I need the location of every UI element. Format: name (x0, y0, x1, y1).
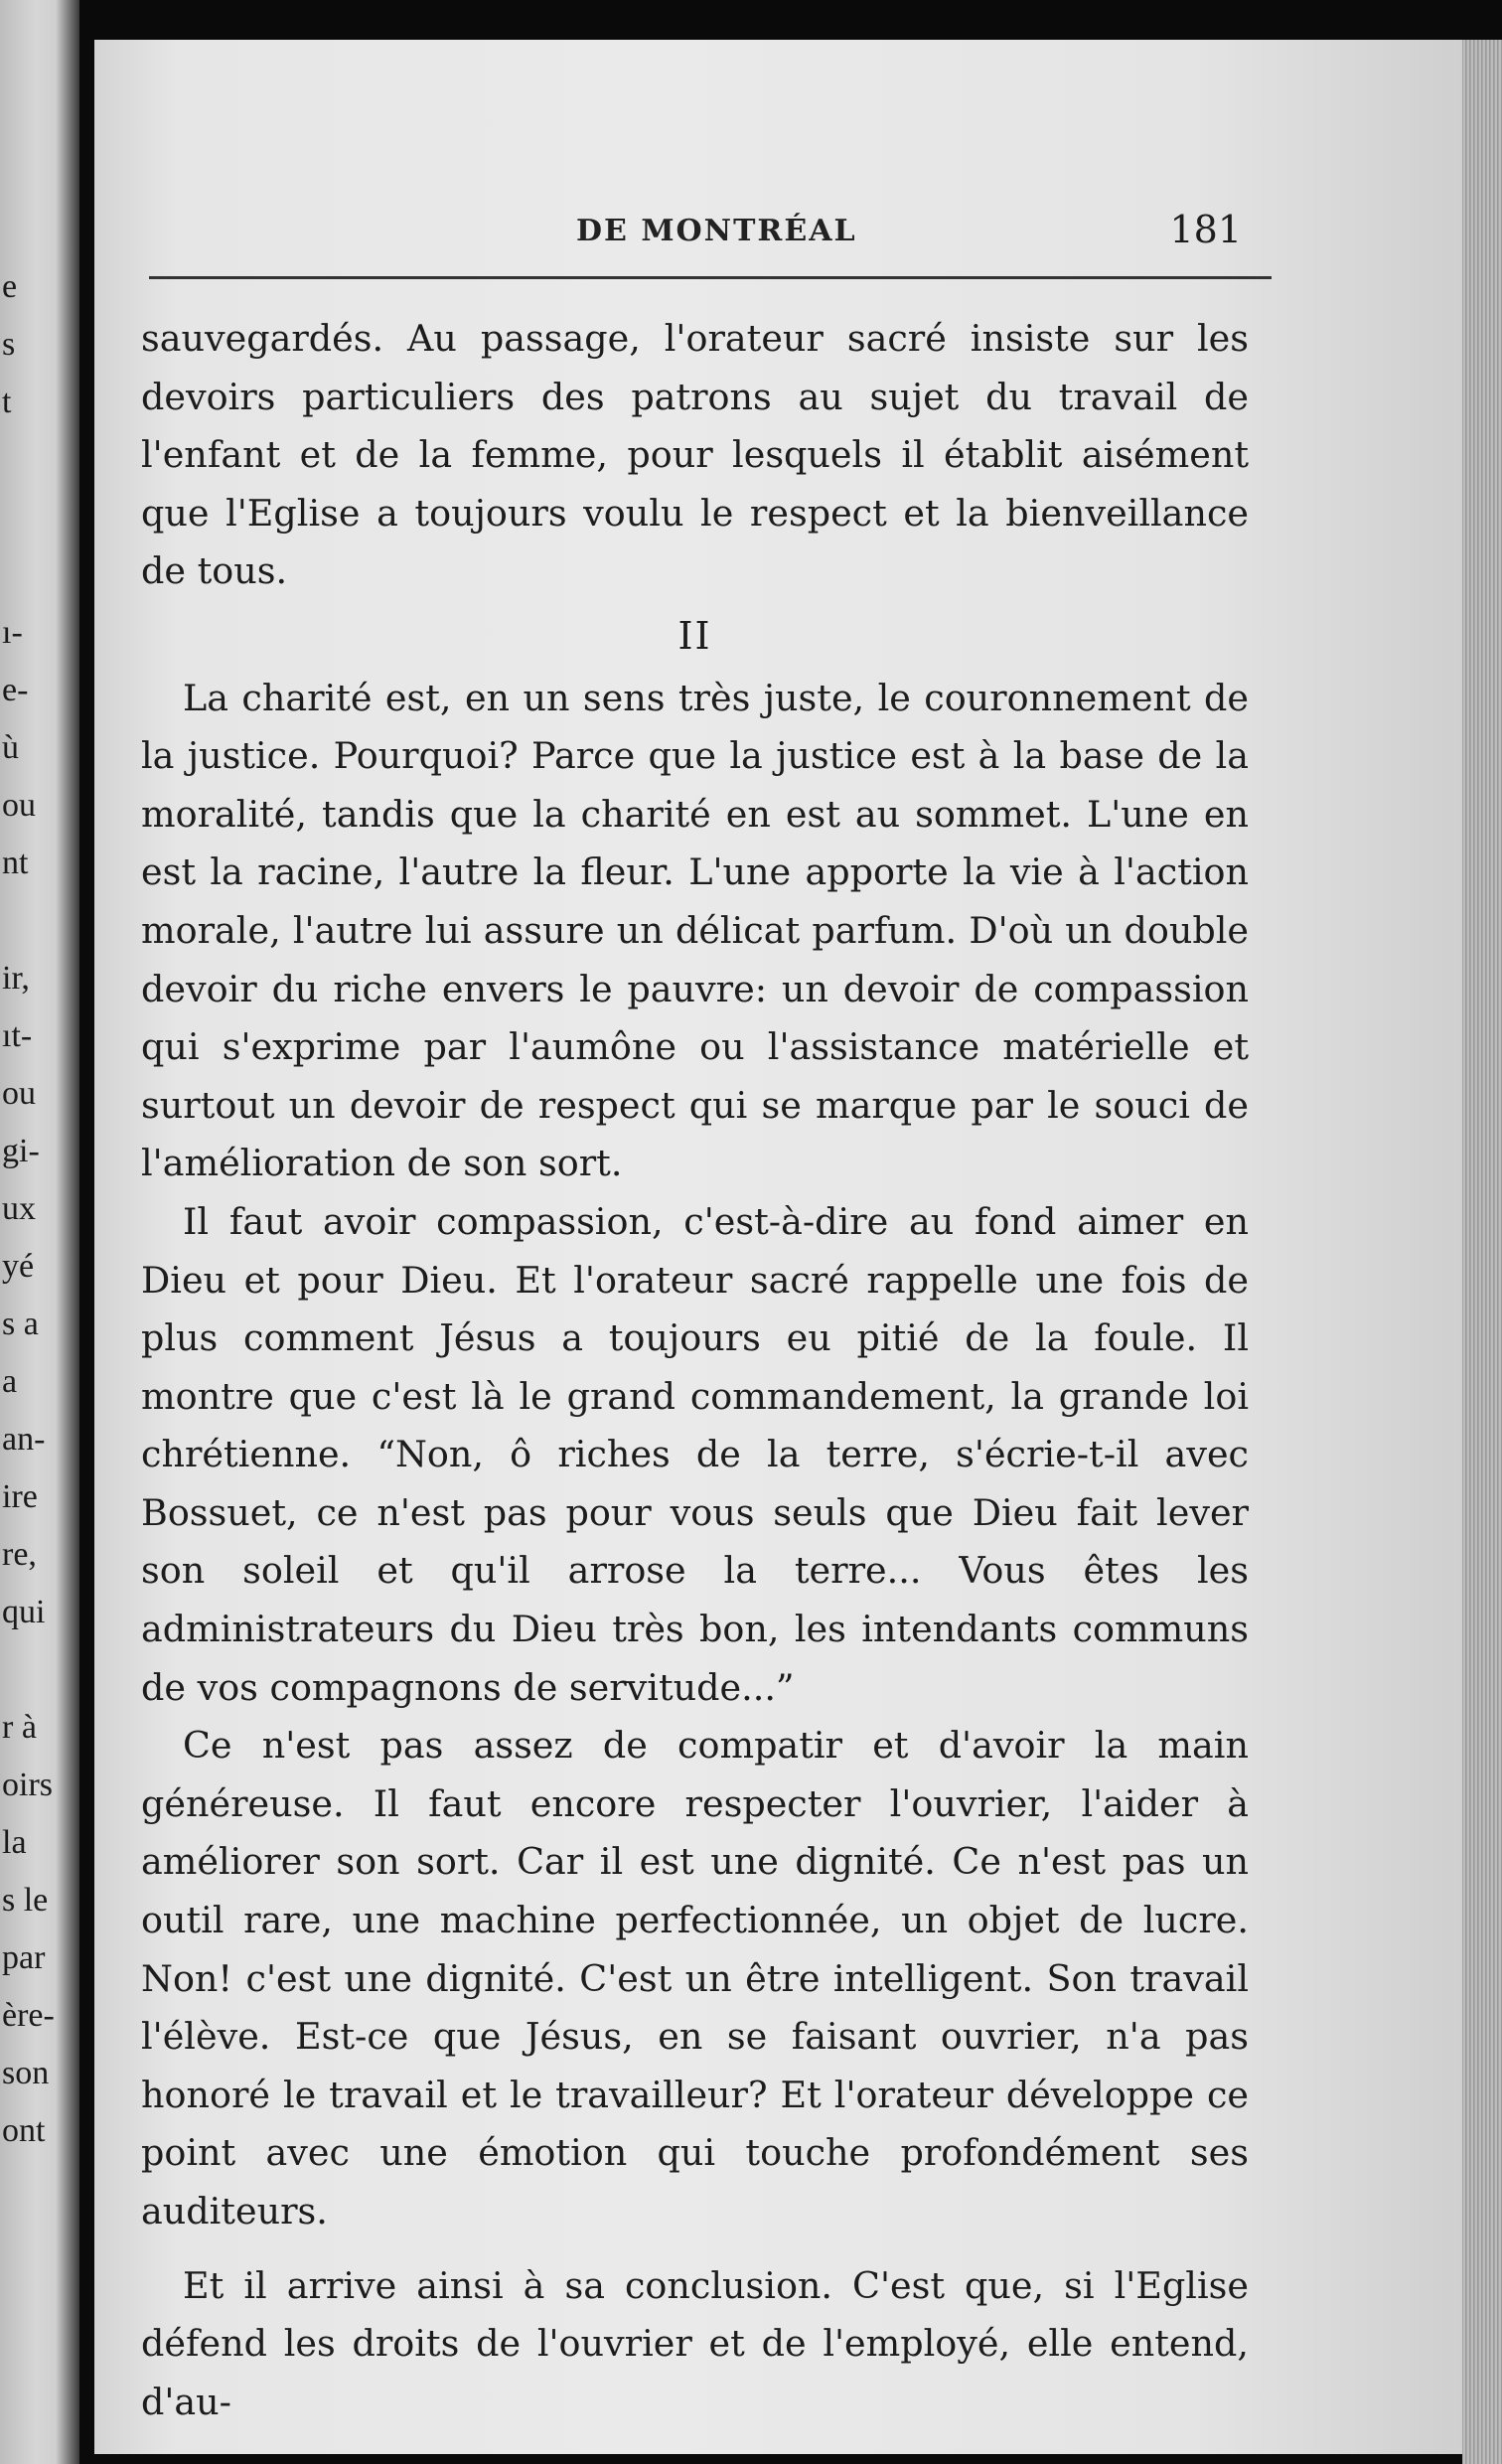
adjacent-page-fragment: ux (2, 1190, 36, 1227)
adjacent-page-fragment: ont (2, 2112, 46, 2149)
adjacent-page-fragment: r à (2, 1709, 37, 1746)
paragraph: Et il arrive ainsi à sa conclusion. C'est que, si l'Eglise défend les droits de l'ouvrier et de l'employé, elle entend, d'au- (141, 2263, 1249, 2423)
adjacent-page-fragment: nt (2, 845, 29, 881)
adjacent-page-fragment: ù (2, 729, 19, 766)
running-header (149, 208, 1242, 263)
adjacent-page-fragment: ou (2, 787, 36, 824)
adjacent-page-fragment: ire (2, 1478, 38, 1515)
paragraph: Ce n'est pas assez de compatir et d'avoir la main généreuse. Il faut encore respecter l'ouvrier, l'aider à améliorer son sort. Car il est une dignité. Ce n'est pas un outil rare, une machine perfectionnée, un objet de lucre. Non! c'est une dignité. C'est un être intelligent. Son travail l'élève. Est-ce que Jésus, en se faisant ouvrier, n'a pas honoré le travail et le travailleur? Et l'orateur développe ce point avec une émotion qui touche profondément ses auditeurs. (141, 1724, 1249, 2233)
adjacent-page-fragment: ı- (2, 614, 23, 651)
page-number: 181 (1169, 208, 1242, 251)
adjacent-page-fragment: oirs (2, 1767, 53, 1803)
adjacent-page-fragment: ıt- (2, 1017, 33, 1054)
section-heading: II (677, 613, 712, 658)
adjacent-page-fragment: a (2, 1363, 18, 1400)
adjacent-page-fragment: son (2, 2055, 50, 2091)
header-rule (149, 276, 1272, 279)
adjacent-page-fragment: yé (2, 1248, 35, 1285)
adjacent-page-fragment: ir, (2, 960, 30, 997)
adjacent-page-fragment: qui (2, 1594, 46, 1630)
adjacent-page-fragment: t (2, 384, 12, 420)
adjacent-page-fragment: ère- (2, 1997, 55, 2034)
adjacent-page-fragment: la (2, 1824, 27, 1861)
page-edge-stack (1462, 40, 1502, 2464)
adjacent-page-fragment: s (2, 326, 16, 363)
adjacent-page-fragment: gi- (2, 1133, 40, 1169)
adjacent-page-fragment: e- (2, 672, 29, 708)
adjacent-page-fragment: re, (2, 1536, 37, 1573)
adjacent-page-fragment: s a (2, 1306, 39, 1342)
adjacent-page-strip (0, 0, 79, 2464)
running-title: DE MONTRÉAL (576, 214, 857, 248)
adjacent-page-fragment: e (2, 268, 18, 305)
adjacent-page-fragment: par (2, 1939, 46, 1976)
adjacent-page-fragment: ou (2, 1075, 36, 1112)
body-text (141, 310, 1249, 2431)
adjacent-page-fragment: s le (2, 1882, 49, 1919)
paragraph: Il faut avoir compassion, c'est-à-dire au fond aimer en Dieu et pour Dieu. Et l'orateur sacré rappelle une fois de plus comment Jésus a toujours eu pitié de la foule. Il montre que c'est là le grand commandement, la grande loi chrétienne. “Non, ô riches de la terre, s'écrie-t-il avec Bossuet, ce n'est pas pour vous seuls que Dieu fait lever son soleil et qu'il arrose la terre... Vous êtes les administrateurs du Dieu très bon, les intendants communs de vos compagnons de servitude...” (141, 1199, 1249, 1709)
adjacent-page-fragment: an- (2, 1421, 46, 1458)
paragraph: La charité est, en un sens très juste, le couronnement de la justice. Pourquoi? Parce que la justice est à la base de la moralité, tandis que la charité en est au sommet. L'une en est la racine, l'autre la fleur. L'une apporte la vie à l'action morale, l'autre lui assure un délicat parfum. D'où un double devoir du riche envers le pauvre: un devoir de compassion qui s'exprime par l'aumône ou l'assistance matérielle et surtout un devoir de respect qui se marque par le souci de l'amélioration de son sort. (141, 676, 1249, 1185)
paragraph: sauvegardés. Au passage, l'orateur sacré insiste sur les devoirs particuliers des patrons au sujet du travail de l'enfant et de la femme, pour lesquels il établit aisément que l'Eglise a toujours voulu le respect et la bienveillance de tous. (141, 317, 1249, 593)
